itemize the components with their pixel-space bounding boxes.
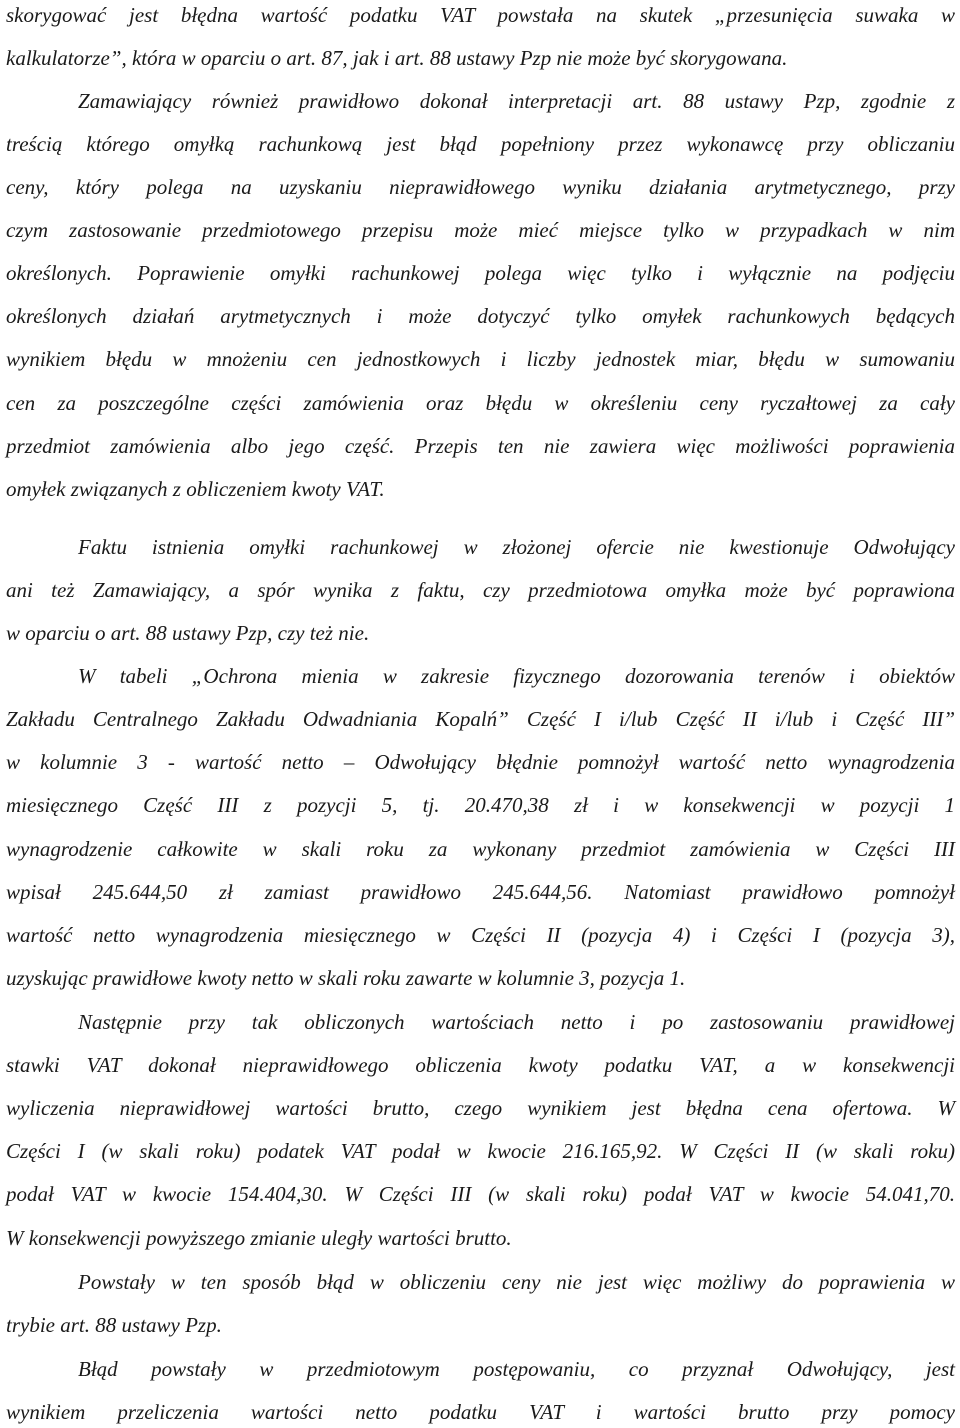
text-line: skorygować jest błędna wartość podatku VAT powstała na skutek „przesunięcia suwaka w [6,3,955,27]
text-line: przedmiot zamówienia albo jego część. Przepis ten nie zawiera więc możliwości poprawienia [6,434,955,458]
text-line: cen za poszczególne części zamówienia oraz błędu w określeniu ceny ryczałtowej za cały [6,391,955,415]
text-line: treścią którego omyłką rachunkową jest błąd popełniony przez wykonawcę przy obliczaniu [6,132,955,156]
text-line: miesięcznego Część III z pozycji 5, tj. 20.470,38 zł i w konsekwencji w pozycji 1 [6,793,955,817]
text-line: Następnie przy tak obliczonych wartościach netto i po zastosowaniu prawidłowej [78,1010,955,1034]
text-line: Powstały w ten sposób błąd w obliczeniu ceny nie jest więc możliwy do poprawienia w [78,1270,955,1294]
text-line: Błąd powstały w przedmiotowym postępowaniu, co przyznał Odwołujący, jest [78,1357,955,1381]
text-line: w oparciu o art. 88 ustawy Pzp, czy też nie. [6,621,370,645]
text-line: stawki VAT dokonał nieprawidłowego obliczenia kwoty podatku VAT, a w konsekwencji [6,1053,955,1077]
text-line: uzyskując prawidłowe kwoty netto w skali roku zawarte w kolumnie 3, pozycja 1. [6,966,686,990]
text-line: wynikiem błędu w mnożeniu cen jednostkowych i liczby jednostek miar, błędu w sumowaniu [6,347,955,371]
text-line: wartość netto wynagrodzenia miesięcznego w Części II (pozycja 4) i Części I (pozycja 3), [6,923,955,947]
text-line: w kolumnie 3 - wartość netto – Odwołujący błędnie pomnożył wartość netto wynagrodzenia [6,750,955,774]
text-line: czym zastosowanie przedmiotowego przepisu może mieć miejsce tylko w przypadkach w nim [6,218,955,242]
text-line: W konsekwencji powyższego zmianie uległy wartości brutto. [6,1226,512,1250]
text-line: kalkulatorze”, która w oparciu o art. 87, jak i art. 88 ustawy Pzp nie może być skorygowana. [6,46,788,70]
text-line: wynagrodzenie całkowite w skali roku za wykonany przedmiot zamówienia w Części III [6,837,955,861]
text-line: Zamawiający również prawidłowo dokonał interpretacji art. 88 ustawy Pzp, zgodnie z [78,89,955,113]
text-line: Części I (w skali roku) podatek VAT podał w kwocie 216.165,92. W Części II (w skali roku) [6,1139,955,1163]
text-line: trybie art. 88 ustawy Pzp. [6,1313,222,1337]
text-line: Zakładu Centralnego Zakładu Odwadniania Kopalń” Część I i/lub Część II i/lub i Część III” [6,707,955,731]
text-line: określonych działań arytmetycznych i może dotyczyć tylko omyłek rachunkowych będących [6,304,955,328]
text-line: wyliczenia nieprawidłowej wartości brutto, czego wynikiem jest błędna cena ofertowa. W [6,1096,955,1120]
text-line: omyłek związanych z obliczeniem kwoty VAT. [6,477,385,501]
text-line: ceny, który polega na uzyskaniu nieprawidłowego wyniku działania arytmetycznego, przy [6,175,955,199]
text-line: wynikiem przeliczenia wartości netto podatku VAT i wartości brutto przy pomocy [6,1400,955,1424]
text-line: Faktu istnienia omyłki rachunkowej w złożonej ofercie nie kwestionuje Odwołujący [78,535,955,559]
text-line: ani też Zamawiający, a spór wynika z faktu, czy przedmiotowa omyłka może być poprawiona [6,578,955,602]
text-line: określonych. Poprawienie omyłki rachunkowej polega więc tylko i wyłącznie na podjęciu [6,261,955,285]
text-line: podał VAT w kwocie 154.404,30. W Części III (w skali roku) podał VAT w kwocie 54.041,70. [6,1182,955,1206]
text-line: wpisał 245.644,50 zł zamiast prawidłowo 245.644,56. Natomiast prawidłowo pomnożył [6,880,955,904]
text-line: W tabeli „Ochrona mienia w zakresie fizycznego dozorowania terenów i obiektów [78,664,955,688]
